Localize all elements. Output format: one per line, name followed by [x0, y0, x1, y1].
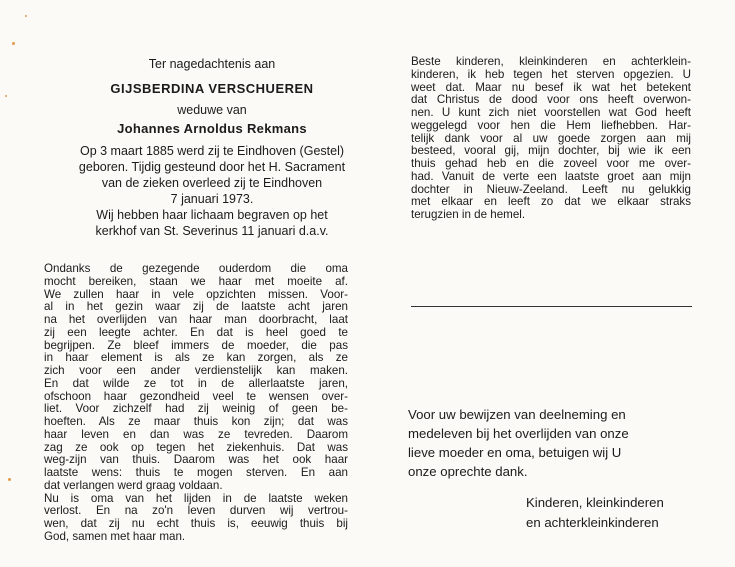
- text-line: Beste kinderen, kleinkinderen en achterklein-: [411, 55, 691, 68]
- text-line: dochter in Nieuw-Zeeland. Leeft nu gelukkig: [411, 182, 691, 196]
- thanks-line: lieve moeder en oma, betuigen wij U: [408, 445, 622, 460]
- divider-rule: [411, 306, 692, 307]
- bio-line: van de zieken overleed zij te Eindhoven: [101, 176, 323, 190]
- spouse-name: Johannes Arnoldus Rekmans: [117, 121, 307, 136]
- thanks-line: Voor uw bewijzen van deelneming en: [408, 407, 626, 422]
- right-body-text: [411, 56, 691, 222]
- text-line: besteed, vooral gij, mijn dochter, bij wie ik een: [411, 144, 691, 158]
- bio-line: Op 3 maart 1885 werd zij te Eindhoven (Gestel): [79, 144, 345, 158]
- thanks-line: onze oprechte dank.: [408, 464, 528, 479]
- paper-speck: [25, 15, 27, 17]
- text-line: zag ze ook op tegen het ziekenhuis. Dat was: [44, 440, 348, 454]
- text-line: had. Vanuit de verte een laatste groet aan mijn: [411, 169, 691, 183]
- paper-speck: [8, 478, 11, 481]
- bio-line: kerkhof van St. Severinus 11 januari d.a.v.: [95, 224, 329, 238]
- text-line: thuis gehad heb en die zoveel voor me over-: [411, 157, 691, 170]
- text-line: zich voor een ander verdienstelijk kan maken.: [44, 364, 348, 377]
- text-line: dat verlangen werd graag voldaan.: [44, 478, 223, 492]
- text-line: begrijpen. Ze bleef immers de moeder, die pas: [44, 338, 348, 352]
- text-line: En dat wilde ze tot in de allerlaatste jaren,: [44, 376, 348, 390]
- bio-line: Wij hebben haar lichaam begraven op het: [96, 208, 328, 222]
- text-line: Ondanks de gezegende ouderdom die oma: [44, 262, 348, 275]
- widow-of-line: weduwe van: [177, 103, 247, 117]
- text-line: telijk dank voor al uw goede zorgen aan mij: [411, 131, 691, 145]
- text-line: na het overlijden van haar man doorbracht, laat: [44, 313, 348, 326]
- text-line: wen, dat zij nu echt thuis is, eeuwig thuis bij: [44, 517, 348, 530]
- bio-line: 7 januari 1973.: [170, 192, 254, 206]
- signature: [526, 493, 664, 533]
- left-body-text: [44, 263, 348, 544]
- text-line: kinderen, ik heb tegen het sterven opgezien. U: [411, 67, 691, 81]
- text-line: We zullen haar in vele opzichten missen. Voor-: [44, 287, 348, 301]
- bio-line: geboren. Tijdig gesteund door het H. Sacrament: [78, 160, 346, 174]
- text-line: weet dat. Maar nu besef ik wat het betekent: [411, 80, 691, 94]
- paper-speck: [12, 42, 15, 45]
- text-line: ofschoon haar gezondheid veel te wensen over-: [44, 389, 348, 403]
- text-line: dat Christus de dood voor ons heeft overwon-: [411, 93, 691, 107]
- text-line: met elkaar en leeft zo dat we elkaar straks: [411, 195, 691, 209]
- text-line: mocht bereiken, staan we haar met moeite af.: [44, 274, 348, 288]
- text-line: zij een leegte achter. En dat is heel goed te: [44, 325, 348, 339]
- text-line: haar leven en dan was ze tevreden. Daarom: [44, 427, 348, 441]
- in-memory-line: Ter nagedachtenis aan: [148, 57, 276, 71]
- text-line: al in het gezin waar zij de laatste acht jaren: [44, 300, 348, 314]
- text-line: Nu is oma van het lijden in de laatste weken: [44, 491, 348, 505]
- text-line: in haar element is als ze kan zorgen, als ze: [44, 351, 348, 365]
- text-line: liet. Voor zichzelf had zij weinig of geen be-: [44, 402, 348, 416]
- text-line: nen. U kunt zich niet voorstellen wat God heeft: [411, 106, 691, 119]
- paper-speck: [5, 95, 7, 97]
- text-line: laatste wens: thuis te mogen sterven. En aan: [44, 466, 348, 479]
- text-line: weg-zijn van thuis. Daarom was het ook haar: [44, 453, 348, 467]
- signature-line: en achterkleinkinderen: [526, 515, 659, 530]
- thanks-line: medeleven bij het overlijden van onze: [408, 426, 629, 441]
- text-line: weggelegd voor hen die Hem liefhebben. Har-: [411, 118, 691, 132]
- text-line: terugzien in de hemel.: [411, 208, 526, 221]
- thanks-paragraph: [408, 405, 629, 481]
- text-line: hoeften. Als ze maar thuis kon zijn; dat was: [44, 415, 348, 428]
- text-line: God, samen met haar man.: [44, 529, 186, 543]
- deceased-name: GIJSBERDINA VERSCHUEREN: [110, 81, 314, 96]
- signature-line: Kinderen, kleinkinderen: [526, 495, 664, 510]
- text-line: verlost. En na zo'n leven durven wij vertrou-: [44, 504, 348, 518]
